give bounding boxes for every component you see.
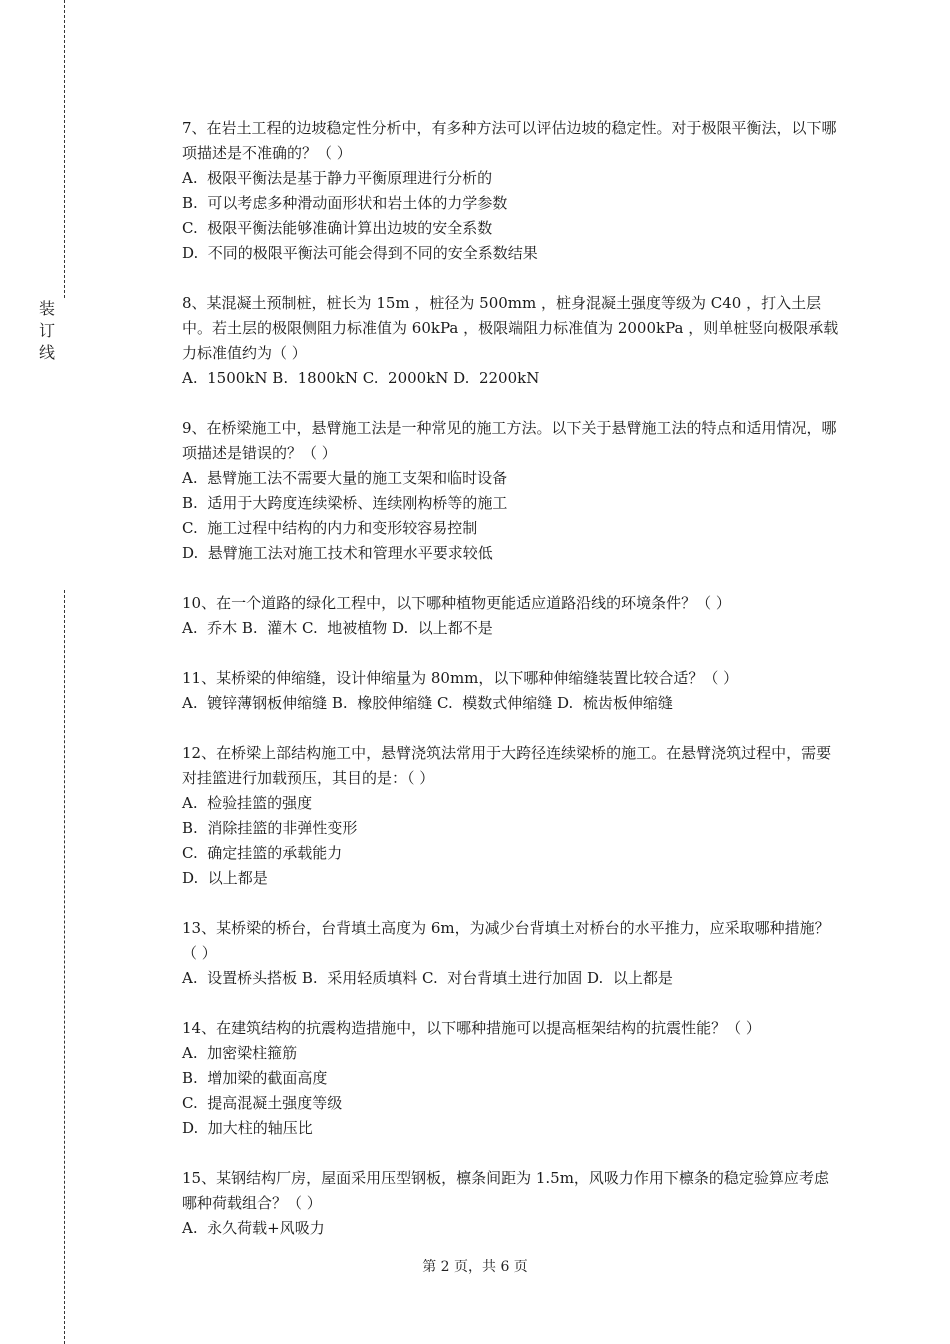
binding-label [36,298,58,364]
option: C. 施工过程中结构的内力和变形较容易控制 [182,519,478,537]
option: A. 极限平衡法是基于静力平衡原理进行分析的 [182,169,493,187]
question-list [182,116,842,1266]
option: A. 设置桥头搭板 B. 采用轻质填料 C. 对台背填土进行加固 D. 以上都是 [182,969,673,987]
question-7 [182,116,842,266]
question-stem: 10、在一个道路的绿化工程中，以下哪种植物更能适应道路沿线的环境条件？（ ） [182,594,731,612]
option: A. 1500kN B. 1800kN C. 2000kN D. 2200kN [182,369,540,387]
option: C. 提高混凝土强度等级 [182,1094,343,1112]
question-10 [182,591,842,641]
binding-line-top [64,0,65,298]
question-11 [182,666,842,716]
option: B. 可以考虑多种滑动面形状和岩土体的力学参数 [182,194,508,212]
question-stem: 12、在桥梁上部结构施工中，悬臂浇筑法常用于大跨径连续梁桥的施工。在悬臂浇筑过程中，需要对挂篮进行加载预压，其目的是：（ ） [182,744,832,787]
question-15 [182,1166,842,1241]
question-stem: 7、在岩土工程的边坡稳定性分析中，有多种方法可以评估边坡的稳定性。对于极限平衡法，以下哪项描述是不准确的？（ ） [182,119,837,162]
binding-line-bottom [64,590,65,1344]
option: A. 永久荷载+风吸力 [182,1219,325,1237]
question-13 [182,916,842,991]
option: A. 乔木 B. 灌木 C. 地被植物 D. 以上都不是 [182,619,493,637]
option: A. 加密梁柱箍筋 [182,1044,298,1062]
option: D. 不同的极限平衡法可能会得到不同的安全系数结果 [182,244,538,262]
question-stem: 14、在建筑结构的抗震构造措施中，以下哪种措施可以提高框架结构的抗震性能？（ ） [182,1019,761,1037]
question-stem: 8、某混凝土预制桩，桩长为 15m ，桩径为 500mm ，桩身混凝土强度等级为 C40 ，打入土层中。若土层的极限侧阻力标准值为 60kPa ，极限端阻力标准值为 2000kPa ，则单桩竖向极限承载力标准值约为（ ） [182,294,839,362]
option: D. 以上都是 [182,869,268,887]
option: A. 检验挂篮的强度 [182,794,313,812]
option: A. 悬臂施工法不需要大量的施工支架和临时设备 [182,469,508,487]
question-stem: 15、某钢结构厂房，屋面采用压型钢板，檩条间距为 1.5m，风吸力作用下檩条的稳定验算应考虑哪种荷载组合？（ ） [182,1169,829,1212]
question-12 [182,741,842,891]
question-14 [182,1016,842,1141]
option: D. 悬臂施工法对施工技术和管理水平要求较低 [182,544,493,562]
question-stem: 13、某桥梁的桥台，台背填土高度为 6m，为减少台背填土对桥台的水平推力，应采取哪种措施？（ ） [182,919,830,962]
question-9 [182,416,842,566]
option: D. 加大柱的轴压比 [182,1119,313,1137]
option: A. 镀锌薄钢板伸缩缝 B. 橡胶伸缩缝 C. 模数式伸缩缝 D. 梳齿板伸缩缝 [182,694,673,712]
question-stem: 11、某桥梁的伸缩缝，设计伸缩量为 80mm，以下哪种伸缩缝装置比较合适？（ ） [182,669,739,687]
option: B. 增加梁的截面高度 [182,1069,328,1087]
binding-char: 订 [38,321,55,340]
question-8 [182,291,842,391]
option: C. 极限平衡法能够准确计算出边坡的安全系数 [182,219,493,237]
option: C. 确定挂篮的承载能力 [182,844,343,862]
binding-char: 装 [38,299,55,318]
option: B. 适用于大跨度连续梁桥、连续刚构桥等的施工 [182,494,508,512]
binding-char: 线 [38,343,55,362]
page-number: 第 2 页，共 6 页 [422,1259,528,1275]
option: B. 消除挂篮的非弹性变形 [182,819,358,837]
question-stem: 9、在桥梁施工中，悬臂施工法是一种常见的施工方法。以下关于悬臂施工法的特点和适用情况，哪项描述是错误的？（ ） [182,419,837,462]
